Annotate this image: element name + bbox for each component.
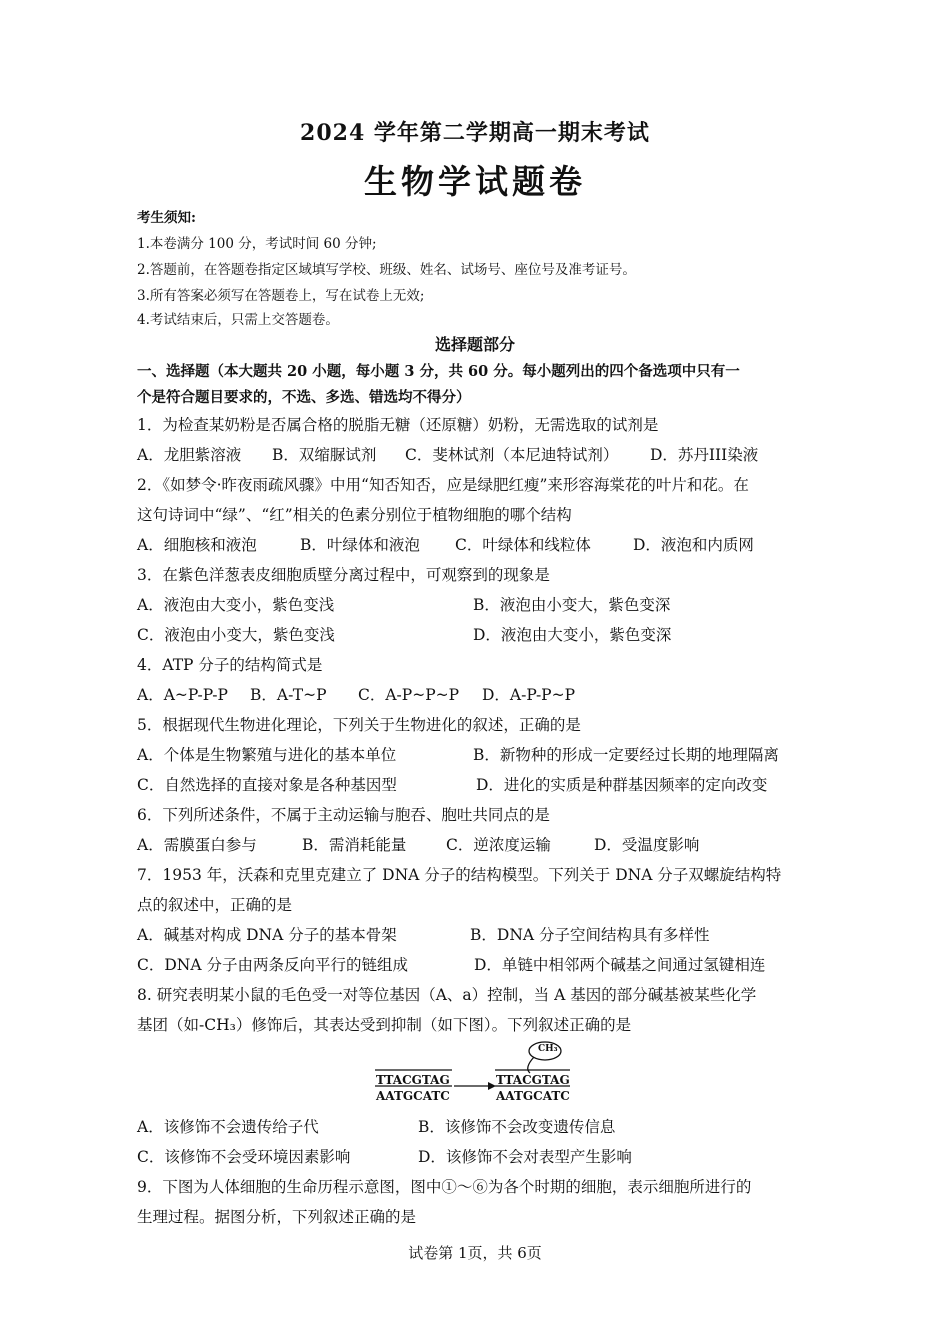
question-2-option-d: D．液泡和内质网 (633, 536, 754, 554)
question-6-option-d: D．受温度影响 (594, 836, 700, 854)
question-5-option-d: D．进化的实质是种群基因频率的定向改变 (476, 776, 768, 794)
question-6-stem: 6．下列所述条件，不属于主动运输与胞吞、胞吐共同点的是 (137, 806, 550, 824)
question-1-stem: 1．为检查某奶粉是否属合格的脱脂无糖（还原糖）奶粉，无需选取的试剂是 (137, 416, 659, 434)
question-9-stem-line-2: 生理过程。据图分析，下列叙述正确的是 (137, 1208, 417, 1226)
page-footer: 试卷第 1页，共 6页 (408, 1244, 542, 1262)
question-3-option-b: B．液泡由小变大，紫色变深 (473, 596, 671, 614)
notice-item-2: 2.答题前，在答题卷指定区域填写学校、班级、姓名、试场号、座位号及准考证号。 (137, 262, 636, 278)
question-7-stem-line-2: 点的叙述中，正确的是 (137, 896, 293, 914)
question-8-stem-line-2: 基团（如-CH₃）修饰后，其表达受到抑制（如下图）。下列叙述正确的是 (137, 1016, 632, 1034)
question-2-stem-line-2: 这句诗词中“绿”、“红”相关的色素分别位于植物细胞的哪个结构 (137, 506, 572, 524)
question-3-stem: 3．在紫色洋葱表皮细胞质壁分离过程中，可观察到的现象是 (137, 566, 550, 584)
question-2-stem-line-1: 2．《如梦令·昨夜雨疏风骤》中用“知否知否，应是绿肥红瘦”来形容海棠花的叶片和花。在 (137, 476, 749, 494)
question-6-option-b: B．需消耗能量 (302, 836, 407, 854)
question-2-option-a: A．细胞核和液泡 (137, 536, 257, 554)
question-4-stem: 4．ATP 分子的结构简式是 (137, 656, 323, 674)
question-1-option-d: D．苏丹III染液 (650, 446, 759, 464)
question-8-option-c: C．该修饰不会受环境因素影响 (137, 1148, 351, 1166)
question-7-option-d: D．单链中相邻两个碱基之间通过氢键相连 (474, 956, 766, 974)
question-1-option-c: C．斐林试剂（本尼迪特试剂） (405, 446, 619, 464)
question-4-option-d: D．A-P-P~P (482, 686, 576, 704)
question-1-option-b: B．双缩脲试剂 (272, 446, 377, 464)
question-5-option-a: A．个体是生物繁殖与进化的基本单位 (137, 746, 397, 764)
exam-title: 2024 学年第二学期高一期末考试 (300, 120, 650, 146)
question-8-stem-line-1: 8. 研究表明某小鼠的毛色受一对等位基因（A、a）控制，当 A 基因的部分碱基被某些化学 (137, 986, 757, 1004)
question-2-option-b: B．叶绿体和液泡 (300, 536, 420, 554)
question-6-option-a: A．需膜蛋白参与 (137, 836, 257, 854)
notice-item-3: 3.所有答案必须写在答题卷上，写在试卷上无效; (137, 288, 425, 304)
question-8-option-a: A．该修饰不会遗传给子代 (137, 1118, 319, 1136)
question-1-option-a: A．龙胆紫溶液 (137, 446, 242, 464)
notice-item-1: 1.本卷满分 100 分，考试时间 60 分钟; (137, 236, 377, 252)
question-7-stem-line-1: 7．1953 年，沃森和克里克建立了 DNA 分子的结构模型。下列关于 DNA 分子双螺旋结构特 (137, 866, 782, 884)
section-title: 选择题部分 (434, 335, 515, 354)
section-instruction-1: 一、选择题（本大题共 20 小题，每小题 3 分，共 60 分。每小题列出的四个备选项中只有一 (137, 363, 740, 380)
notice-heading: 考生须知: (137, 210, 196, 226)
right-strand-top: TTACGTAG (496, 1073, 570, 1087)
question-7-option-c: C．DNA 分子由两条反向平行的链组成 (137, 956, 408, 974)
question-5-option-c: C．自然选择的直接对象是各种基因型 (137, 776, 397, 794)
exam-subtitle: 生物学试题卷 (364, 162, 586, 201)
question-5-stem: 5．根据现代生物进化理论，下列关于生物进化的叙述，正确的是 (137, 716, 581, 734)
left-strand-bottom: AATGCATC (376, 1089, 450, 1103)
question-7-option-a: A．碱基对构成 DNA 分子的基本骨架 (137, 926, 397, 944)
question-3-option-c: C．液泡由小变大，紫色变浅 (137, 626, 335, 644)
question-9-stem-line-1: 9．下图为人体细胞的生命历程示意图，图中①～⑥为各个时期的细胞，表示细胞所进行的 (137, 1178, 752, 1196)
question-4-option-b: B．A-T~P (250, 686, 327, 704)
question-5-option-b: B．新物种的形成一定要经过长期的地理隔离 (473, 746, 779, 764)
question-4-option-c: C．A-P~P~P (358, 686, 460, 704)
dna-methylation-figure (370, 1040, 580, 1106)
question-8-option-d: D．该修饰不会对表型产生影响 (418, 1148, 632, 1166)
section-instruction-2: 个是符合题目要求的，不选、多选、错选均不得分） (137, 389, 471, 406)
right-strand-bottom: AATGCATC (496, 1089, 570, 1103)
arrow-right-icon (488, 1082, 496, 1090)
methyl-label: CH₃ (538, 1044, 558, 1054)
question-6-option-c: C．逆浓度运输 (446, 836, 551, 854)
question-4-option-a: A．A~P-P-P (137, 686, 228, 704)
question-3-option-d: D．液泡由大变小，紫色变深 (473, 626, 672, 644)
question-8-option-b: B．该修饰不会改变遗传信息 (418, 1118, 616, 1136)
notice-item-4: 4.考试结束后，只需上交答题卷。 (137, 312, 339, 328)
question-7-option-b: B．DNA 分子空间结构具有多样性 (470, 926, 710, 944)
question-3-option-a: A．液泡由大变小，紫色变浅 (137, 596, 335, 614)
question-2-option-c: C．叶绿体和线粒体 (455, 536, 591, 554)
left-strand-top: TTACGTAG (376, 1073, 450, 1087)
